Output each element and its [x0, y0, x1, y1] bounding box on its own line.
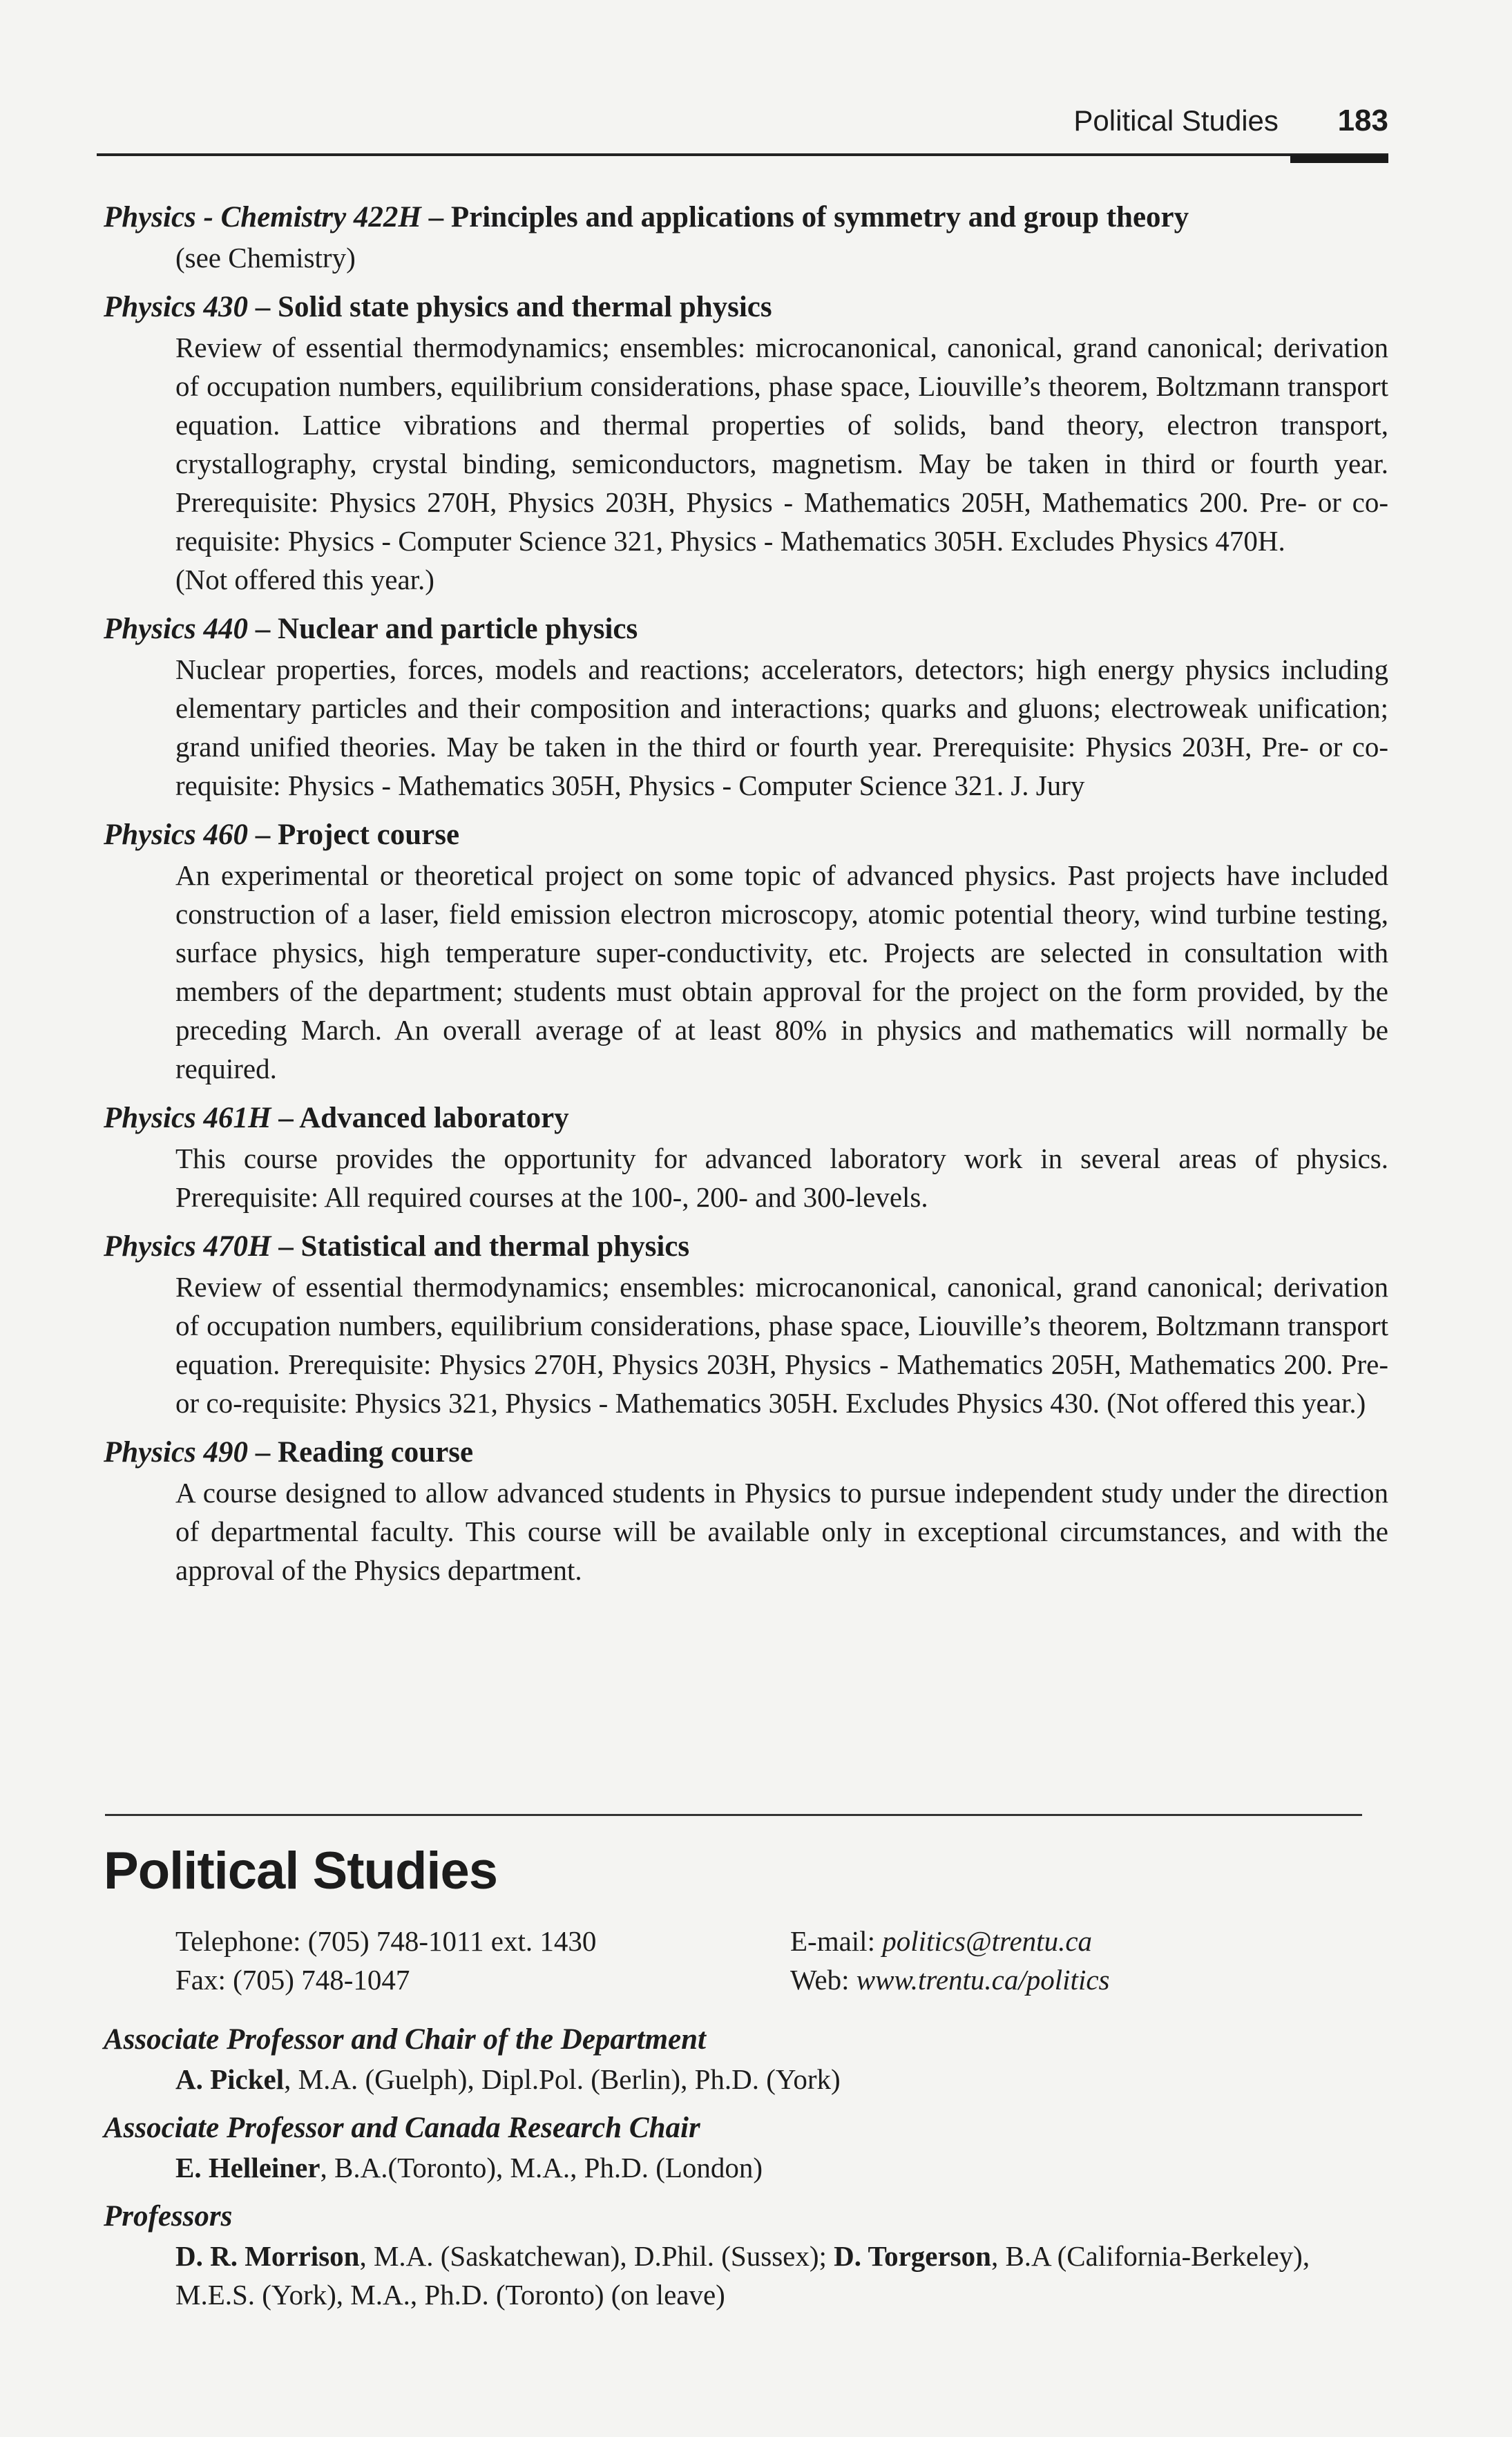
contact-row	[175, 1960, 1377, 1999]
faculty-credentials: , B.A.(Toronto), M.A., Ph.D. (London)	[320, 2152, 763, 2183]
department-contact	[175, 1922, 1377, 1999]
course-entry	[104, 287, 1388, 599]
course-description	[175, 1268, 1388, 1422]
email-line	[790, 1922, 1377, 1960]
faculty-credentials: , M.A. (Saskatchewan), D.Phil. (Sussex);	[359, 2240, 834, 2272]
header-rule	[97, 153, 1388, 156]
faculty-member	[175, 2148, 1388, 2187]
header-thumb-tab	[1290, 155, 1388, 163]
contact-row	[175, 1922, 1377, 1960]
course-entry	[104, 609, 1388, 805]
section-divider	[105, 1814, 1362, 1816]
course-description-text: Nuclear properties, forces, models and reactions; accelerators, detectors; high energy physics including elementary particles and their composition and interactions; quarks and gluons; electroweak unification; grand unified theories. May be taken in the third or fourth year. Prerequisite: Physics 203H, Pre- or co-requisite: Physics - Mathematics 305H, Physics - Computer Science 321. J. Jury	[175, 653, 1388, 801]
course-code: Physics 430	[104, 291, 249, 323]
course-title: Solid state physics and thermal physics	[278, 291, 772, 323]
course-description	[175, 1473, 1388, 1589]
course-title: Advanced laboratory	[299, 1102, 569, 1134]
faculty-name: D. R. Morrison	[175, 2240, 360, 2272]
course-title: Principles and applications of symmetry and group theory	[450, 201, 1189, 233]
course-heading: Physics 440 – Nuclear and particle physics	[104, 613, 638, 645]
course-description	[175, 328, 1388, 599]
faculty-name: D. Torgerson	[834, 2240, 991, 2272]
running-header-section: Political Studies	[1073, 104, 1279, 137]
course-list	[104, 197, 1388, 1599]
course-description-text: A course designed to allow advanced students in Physics to pursue independent study under the direction of departmental faculty. This course will be available only in exceptional circumstances, and with the approval of the Physics department.	[175, 1477, 1388, 1586]
course-code: Physics 460	[104, 819, 249, 851]
course-title: Nuclear and particle physics	[278, 613, 638, 645]
running-header	[97, 104, 1388, 138]
faculty-name: E. Helleiner	[175, 2152, 320, 2183]
course-description	[175, 238, 1388, 277]
course-entry	[104, 1098, 1388, 1216]
course-title: Reading course	[278, 1436, 474, 1469]
course-heading: Physics 461H – Advanced laboratory	[104, 1102, 569, 1134]
course-code: Physics 461H	[104, 1102, 271, 1134]
course-code: Physics 470H	[104, 1230, 271, 1263]
course-heading: Physics 470H – Statistical and thermal physics	[104, 1230, 690, 1263]
faculty-member	[175, 2237, 1388, 2314]
faculty-rank: Professors	[104, 2200, 233, 2233]
web-address: www.trentu.ca/politics	[856, 1964, 1110, 1996]
email-label: E-mail:	[790, 1925, 883, 1957]
faculty-member	[175, 2060, 1388, 2099]
course-heading: Physics 490 – Reading course	[104, 1436, 474, 1469]
faculty-rank: Associate Professor and Canada Research Chair	[104, 2112, 700, 2144]
course-code: Physics 490	[104, 1436, 249, 1469]
course-description	[175, 650, 1388, 805]
fax: Fax: (705) 748-1047	[175, 1964, 410, 1996]
course-entry	[104, 1432, 1388, 1589]
course-entry	[104, 814, 1388, 1088]
course-description-text: This course provides the opportunity for advanced laboratory work in several areas of physics. Prerequisite: All required courses at the 100-, 200- and 300-levels.	[175, 1143, 1388, 1213]
course-heading: Physics 430 – Solid state physics and thermal physics	[104, 291, 772, 323]
faculty-credentials: , M.A. (Guelph), Dipl.Pol. (Berlin), Ph.D. (York)	[284, 2063, 841, 2095]
course-heading: Physics 460 – Project course	[104, 819, 460, 851]
page-number: 183	[1337, 104, 1388, 137]
course-description-text: Review of essential thermodynamics; ensembles: microcanonical, canonical, grand canonical; derivation of occupation numbers, equilibrium considerations, phase space, Liouville’s theorem, Boltzmann transport equation. Lattice vibrations and thermal properties of solids, band theory, electron transport, crystallography, crystal binding, semiconductors, magnetism. May be taken in third or fourth year. Prerequisite: Physics 270H, Physics 203H, Physics - Mathematics 205H, Mathematics 200. Pre- or co-requisite: Physics - Computer Science 321, Physics - Mathematics 305H. Excludes Physics 470H.	[175, 332, 1388, 557]
web-line	[790, 1960, 1377, 1999]
course-description-text: (see Chemistry)	[175, 242, 356, 274]
course-code: Physics 440	[104, 613, 249, 645]
course-availability-note: (Not offered this year.)	[175, 564, 434, 595]
telephone: Telephone: (705) 748-1011 ext. 1430	[175, 1925, 597, 1957]
faculty-list	[104, 2010, 1388, 2314]
faculty-credentials: , B.A (California-Berkeley), M.E.S. (York), M.A., Ph.D. (Toronto) (on leave)	[175, 2240, 1310, 2311]
course-entry	[104, 1226, 1388, 1422]
email-address: politics@trentu.ca	[882, 1925, 1093, 1957]
course-title: Statistical and thermal physics	[300, 1230, 690, 1263]
course-description	[175, 856, 1388, 1088]
course-heading: Physics - Chemistry 422H – Principles and applications of symmetry and group theory	[104, 201, 1189, 233]
course-description-text: Review of essential thermodynamics; ensembles: microcanonical, canonical, grand canonical; derivation of occupation numbers, equilibrium considerations, phase space, Liouville’s theorem, Boltzmann transport equation. Prerequisite: Physics 270H, Physics 203H, Physics - Mathematics 205H, Mathematics 200. Pre- or co-requisite: Physics 321, Physics - Mathematics 305H. Excludes Physics 430. (Not offered this year.)	[175, 1271, 1388, 1419]
course-code: Physics - Chemistry 422H	[104, 201, 421, 233]
course-entry	[104, 197, 1388, 277]
web-label: Web:	[790, 1964, 857, 1996]
course-description	[175, 1139, 1388, 1216]
course-description-text: An experimental or theoretical project on some topic of advanced physics. Past projects have included construction of a laser, field emission electron microscopy, atomic potential theory, wind turbine testing, surface physics, high temperature super-conductivity, etc. Projects are selected in consultation with members of the department; students must obtain approval for the project on the form provided, by the preceding March. An overall average of at least 80% in physics and mathematics will normally be required.	[175, 859, 1388, 1084]
faculty-rank: Associate Professor and Chair of the Department	[104, 2023, 706, 2056]
faculty-name: A. Pickel	[175, 2063, 285, 2095]
section-heading: Political Studies	[104, 1842, 498, 1900]
course-title: Project course	[278, 819, 460, 851]
